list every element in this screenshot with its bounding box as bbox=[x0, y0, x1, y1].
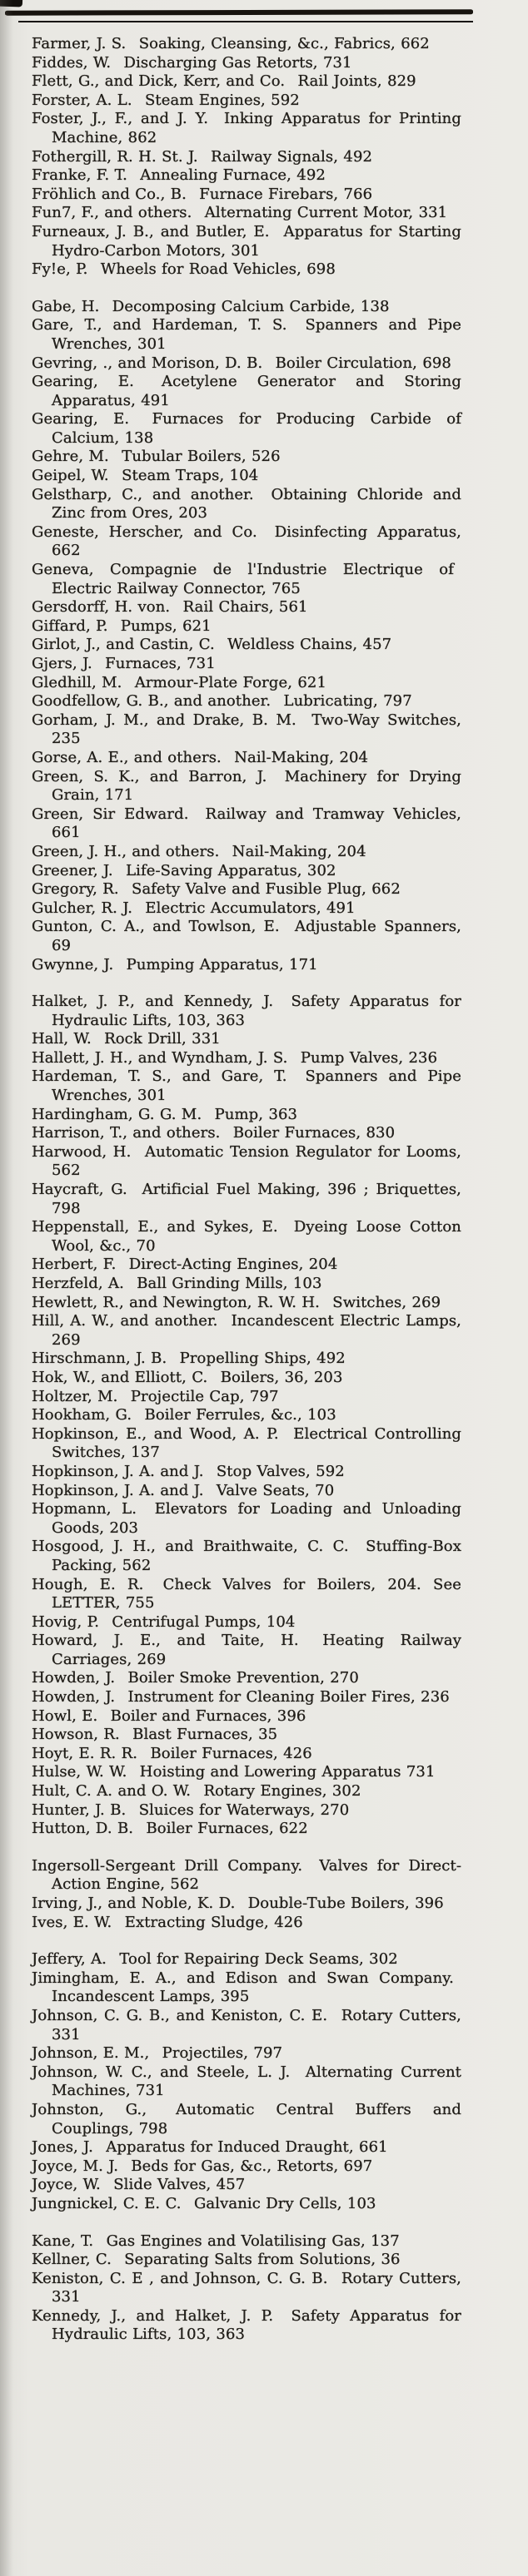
entry-name: Hall, W. bbox=[32, 1030, 92, 1048]
index-entry bbox=[32, 1406, 461, 1425]
entry-subject: Furnaces, 731 bbox=[105, 655, 216, 672]
index-entry bbox=[32, 1576, 461, 1613]
index-entry bbox=[32, 1613, 461, 1632]
entry-subject: Rock Drill, 331 bbox=[104, 1030, 221, 1048]
entry-name: Hopmann, L. bbox=[32, 1500, 137, 1518]
entry-subject: Inking Apparatus for Printing Machine, 862 bbox=[52, 110, 461, 146]
entry-subject: Separating Salts from Solutions, 36 bbox=[124, 2251, 401, 2269]
entry-subject: Valves for Direct-Action Engine, 562 bbox=[52, 1856, 462, 1894]
entry-name: Fiddes, W. bbox=[32, 53, 112, 72]
entry-subject: Acetylene Generator and Storing Apparatus, 491 bbox=[52, 373, 461, 409]
entry-name: Johnson, W. C., and Steele, L. J. bbox=[32, 2063, 291, 2081]
index-entry bbox=[32, 2063, 461, 2101]
entry-subject: Boiler Circulation, 698 bbox=[275, 354, 451, 372]
index-entry bbox=[32, 1632, 461, 1669]
index-entry bbox=[32, 2195, 461, 2214]
index-column bbox=[32, 35, 461, 2363]
entry-name: Goodfellow, G. B., and another. bbox=[32, 692, 271, 711]
entry-subject: Safety Valve and Fusible Plug, 662 bbox=[132, 880, 401, 899]
entry-name: Howden, J. bbox=[32, 1669, 116, 1687]
entry-subject: Steam Traps, 104 bbox=[122, 467, 259, 485]
entry-subject: Alternating Current Machines, 731 bbox=[52, 2063, 462, 2100]
index-entry bbox=[32, 2307, 461, 2345]
top-rule-thick bbox=[5, 9, 473, 15]
entry-name: Hookham, G. bbox=[32, 1406, 132, 1424]
entry-name: Gersdorff, H. von. bbox=[32, 598, 171, 617]
entry-name: Hill, A. W., and another. bbox=[32, 1312, 218, 1330]
entry-subject: Pumping Apparatus, 171 bbox=[126, 955, 318, 973]
index-entry bbox=[32, 561, 461, 598]
entry-name: Johnson, C. G. B., and Keniston, C. E. bbox=[32, 2006, 328, 2024]
entry-name: Jimingham, E. A., and Edison and Swan Company. bbox=[32, 1969, 454, 1987]
entry-subject: Blast Furnaces, 35 bbox=[132, 1726, 278, 1744]
index-entry bbox=[32, 92, 461, 111]
entry-name: Irving, J., and Noble, K. D. bbox=[32, 1895, 236, 1912]
entry-subject: Elevators for Loading and Unloading Goods, 203 bbox=[52, 1500, 461, 1537]
entry-subject: Railway and Tramway Vehicles, 661 bbox=[52, 805, 461, 842]
entry-name: Ives, E. W. bbox=[32, 1913, 112, 1931]
entry-subject: Rotary Cutters, 331 bbox=[52, 2269, 461, 2306]
entry-name: Gevring, ., and Morison, D. B. bbox=[32, 354, 263, 372]
index-entry bbox=[32, 655, 461, 674]
entry-name: Halket, J. P., and Kennedy, J. bbox=[32, 993, 274, 1011]
entry-subject: Instrument for Cleaning Boiler Fires, 236 bbox=[127, 1688, 450, 1707]
entry-name: Gorham, J. M., and Drake, B. M. bbox=[32, 711, 296, 729]
scan-artifact-corner bbox=[0, 0, 22, 7]
entry-subject: Nail-Making, 204 bbox=[234, 748, 369, 766]
index-entry bbox=[32, 1782, 461, 1801]
entry-name: Hough, E. R. bbox=[32, 1575, 144, 1593]
entry-subject: Pumps, 621 bbox=[120, 617, 212, 635]
entry-subject: Electric Accumulators, 491 bbox=[145, 899, 356, 917]
entry-subject: Beds for Gas, &c., Retorts, 697 bbox=[131, 2157, 373, 2175]
entry-name: Farmer, J. S. bbox=[32, 35, 127, 52]
index-entry bbox=[32, 1463, 461, 1482]
entry-subject: Switches, 269 bbox=[332, 1293, 441, 1311]
entry-name: Kane, T. bbox=[32, 2232, 94, 2250]
entry-subject: Pump Valves, 236 bbox=[300, 1048, 438, 1067]
entry-name: Hovig, P. bbox=[32, 1612, 100, 1631]
entry-name: Hok, W., and Elliott, C. bbox=[32, 1368, 208, 1386]
entry-subject: Wheels for Road Vehicles, 698 bbox=[100, 260, 336, 279]
entry-name: Hult, C. A. and O. W. bbox=[32, 1782, 192, 1801]
index-entry bbox=[32, 749, 461, 768]
entry-subject: Direct-Acting Engines, 204 bbox=[128, 1256, 338, 1274]
entry-subject: Life-Saving Apparatus, 302 bbox=[126, 861, 336, 879]
index-entry bbox=[32, 1500, 461, 1538]
index-entry bbox=[32, 1763, 461, 1782]
entry-name: Howl, E. bbox=[32, 1707, 98, 1725]
index-entry bbox=[32, 110, 461, 147]
index-entry bbox=[32, 523, 461, 561]
entry-subject: Ball Grinding Mills, 103 bbox=[137, 1275, 322, 1292]
entry-subject: Lubricating, 797 bbox=[283, 692, 412, 711]
index-entry bbox=[32, 843, 461, 862]
entry-subject: Annealing Furnace, 492 bbox=[140, 166, 326, 185]
index-entry bbox=[32, 260, 461, 280]
index-entry bbox=[32, 1745, 461, 1764]
entry-name: Howson, R. bbox=[32, 1726, 120, 1744]
entry-name: Foster, J., F., and J. Y. bbox=[32, 110, 209, 128]
entry-name: Gorse, A. E., and others. bbox=[32, 748, 222, 766]
index-entry bbox=[32, 1275, 461, 1294]
entry-subject: Two-Way Switches, 235 bbox=[52, 711, 461, 748]
index-entry bbox=[32, 2044, 461, 2063]
entry-subject: Rail Chairs, 561 bbox=[182, 598, 308, 617]
entry-subject: Safety Apparatus for Hydraulic Lifts, 103, 363 bbox=[52, 993, 461, 1029]
index-entry bbox=[32, 2101, 461, 2138]
entry-subject: Boilers, 36, 203 bbox=[220, 1368, 343, 1386]
entry-subject: Electrical Controlling Switches, 137 bbox=[52, 1424, 462, 1462]
index-letter-section-K bbox=[32, 2232, 461, 2346]
entry-name: Hardingham, G. G. M. bbox=[32, 1105, 202, 1123]
entry-subject: Railway Signals, 492 bbox=[211, 147, 373, 166]
entry-name: Howden, J. bbox=[32, 1688, 116, 1707]
index-entry bbox=[32, 373, 461, 410]
entry-name: Flett, G., and Dick, Kerr, and Co. bbox=[32, 72, 286, 91]
index-entry bbox=[32, 1049, 461, 1068]
entry-subject: Gas Engines and Volatilising Gas, 137 bbox=[106, 2232, 400, 2250]
entry-subject: Artificial Fuel Making, 396 ; Briquettes, 798 bbox=[52, 1181, 462, 1217]
index-entry bbox=[32, 204, 461, 223]
entry-name: Harwood, H. bbox=[32, 1142, 132, 1161]
index-entry bbox=[32, 1312, 461, 1350]
entry-subject: Rotary Cutters, 331 bbox=[52, 2006, 462, 2043]
entry-subject: Pump, 363 bbox=[214, 1105, 298, 1123]
index-entry bbox=[32, 768, 461, 805]
entry-name: Hallett, J. H., and Wyndham, J. S. bbox=[32, 1048, 288, 1067]
entry-name: Franke, F. T. bbox=[32, 166, 127, 185]
entry-name: Geipel, W. bbox=[32, 467, 109, 485]
entry-name: Johnson, E. M., bbox=[32, 2044, 150, 2063]
index-entry bbox=[32, 316, 461, 354]
entry-subject: Boiler Furnaces, 426 bbox=[150, 1744, 312, 1762]
entry-name: Howard, J. E., and Taite, H. bbox=[32, 1632, 299, 1650]
entry-subject: Incandescent Lamps, 395 bbox=[52, 1988, 250, 2006]
index-entry bbox=[32, 899, 461, 919]
entry-subject: Boiler Ferrules, &c., 103 bbox=[144, 1406, 336, 1424]
entry-name: Gledhill, M. bbox=[32, 673, 122, 691]
entry-name: Herzfeld, A. bbox=[32, 1275, 124, 1292]
entry-name: Hirschmann, J. B. bbox=[32, 1350, 167, 1368]
index-entry bbox=[32, 1425, 461, 1463]
index-entry bbox=[32, 35, 461, 54]
index-entry bbox=[32, 410, 461, 448]
entry-name: Jeffery, A. bbox=[32, 1950, 107, 1969]
entry-subject: Boiler Smoke Prevention, 270 bbox=[127, 1669, 359, 1687]
index-entry bbox=[32, 2157, 461, 2177]
entry-subject: Galvanic Dry Cells, 103 bbox=[193, 2194, 376, 2212]
index-entry bbox=[32, 1669, 461, 1688]
index-entry bbox=[32, 1895, 461, 1914]
entry-subject: Machinery for Drying Grain, 171 bbox=[52, 767, 461, 805]
entry-subject: Spanners and Pipe Wrenches, 301 bbox=[52, 1068, 461, 1105]
entry-name: Haycraft, G. bbox=[32, 1181, 127, 1199]
entry-name: Fröhlich and Co., B. bbox=[32, 185, 187, 203]
entry-subject: Double-Tube Boilers, 396 bbox=[247, 1895, 444, 1912]
entry-name: Ingersoll-Sergeant Drill Company. bbox=[32, 1856, 303, 1875]
index-entry bbox=[32, 54, 461, 73]
entry-name: Jones, J. bbox=[32, 2138, 93, 2157]
entry-name: Johnston, G., bbox=[32, 2100, 147, 2118]
entry-subject: Furnaces for Producing Carbide of Calcium, 138 bbox=[52, 410, 461, 447]
index-letter-section-G bbox=[32, 298, 461, 974]
index-entry bbox=[32, 2232, 461, 2252]
index-letter-section-J bbox=[32, 1950, 461, 2213]
index-entry bbox=[32, 2007, 461, 2044]
index-entry bbox=[32, 1801, 461, 1821]
index-entry bbox=[32, 467, 461, 486]
entry-name: Hopkinson, J. A. and J. bbox=[32, 1462, 204, 1480]
entry-subject: Rail Joints, 829 bbox=[297, 72, 416, 91]
entry-subject: Incandescent Electric Lamps, 269 bbox=[52, 1312, 461, 1349]
entry-subject: Hoisting and Lowering Apparatus 731 bbox=[139, 1763, 436, 1781]
entry-name: Harrison, T., and others. bbox=[32, 1124, 221, 1142]
top-rule-thin bbox=[18, 21, 473, 22]
index-letter-section-F bbox=[32, 35, 461, 280]
index-letter-section-H bbox=[32, 993, 461, 1839]
scan-gutter-shadow bbox=[0, 0, 13, 2576]
index-entry bbox=[32, 1857, 461, 1895]
entry-subject: Centrifugal Pumps, 104 bbox=[112, 1612, 296, 1631]
index-entry bbox=[32, 223, 461, 260]
entry-subject: Soaking, Cleansing, &c., Fabrics, 662 bbox=[138, 35, 430, 52]
entry-name: Green, J. H., and others. bbox=[32, 842, 220, 860]
entry-name: Girlot, J., and Castin, C. bbox=[32, 636, 215, 654]
index-entry bbox=[32, 1820, 461, 1839]
entry-name: Hardeman, T. S., and Gare, T. bbox=[32, 1068, 287, 1086]
entry-name: Hewlett, R., and Newington, R. W. H. bbox=[32, 1293, 320, 1311]
entry-subject: Valve Seats, 70 bbox=[216, 1481, 335, 1499]
index-entry bbox=[32, 72, 461, 92]
index-entry bbox=[32, 148, 461, 167]
index-entry bbox=[32, 598, 461, 617]
entry-name: Gabe, H. bbox=[32, 297, 100, 315]
index-entry bbox=[32, 711, 461, 749]
index-entry bbox=[32, 1350, 461, 1369]
entry-subject: Electric Railway Connector, 765 bbox=[52, 579, 301, 597]
entry-name: Gwynne, J. bbox=[32, 955, 114, 973]
index-letter-section-I bbox=[32, 1857, 461, 1932]
entry-subject: Projectile Cap, 797 bbox=[130, 1387, 279, 1405]
index-entry bbox=[32, 1030, 461, 1049]
entry-name: Kennedy, J., and Halket, J. P. bbox=[32, 2306, 274, 2325]
entry-subject: Steam Engines, 592 bbox=[145, 91, 300, 109]
entry-subject: Stuffing-Box Packing, 562 bbox=[52, 1538, 461, 1574]
index-entry bbox=[32, 993, 461, 1030]
entry-name: Geneva, Compagnie de l'Industrie Electrique of bbox=[32, 561, 454, 579]
entry-name: Gare, T., and Hardeman, T. S. bbox=[32, 316, 287, 334]
entry-subject: Automatic Central Buffers and Couplings, 798 bbox=[52, 2100, 461, 2138]
entry-subject: Apparatus for Induced Draught, 661 bbox=[106, 2138, 388, 2157]
entry-name: Green, Sir Edward. bbox=[32, 805, 189, 823]
entry-name: Joyce, M. J. bbox=[32, 2157, 119, 2175]
entry-name: Hunter, J. B. bbox=[32, 1801, 127, 1819]
entry-name: Holtzer, M. bbox=[32, 1387, 118, 1405]
entry-subject: Stop Valves, 592 bbox=[216, 1462, 345, 1480]
index-entry bbox=[32, 956, 461, 975]
index-entry bbox=[32, 448, 461, 467]
entry-subject: Discharging Gas Retorts, 731 bbox=[123, 53, 352, 72]
entry-subject: Furnace Firebars, 766 bbox=[199, 185, 373, 203]
index-entry bbox=[32, 1707, 461, 1726]
entry-subject: Nail-Making, 204 bbox=[232, 842, 366, 860]
index-entry bbox=[32, 1950, 461, 1969]
index-entry bbox=[32, 2251, 461, 2270]
index-entry bbox=[32, 2138, 461, 2157]
index-entry bbox=[32, 1538, 461, 1575]
entry-name: Greener, J. bbox=[32, 861, 113, 879]
entry-subject: Decomposing Calcium Carbide, 138 bbox=[112, 297, 390, 315]
entry-name: Forster, A. L. bbox=[32, 91, 132, 109]
entry-name: Fun7, F., and others. bbox=[32, 204, 192, 222]
entry-name: Gelstharp, C., and another. bbox=[32, 485, 254, 503]
entry-subject: Slide Valves, 457 bbox=[113, 2176, 246, 2194]
entry-name: Hulse, W. W. bbox=[32, 1763, 127, 1781]
entry-name: Green, S. K., and Barron, J. bbox=[32, 767, 267, 785]
index-entry bbox=[32, 1124, 461, 1143]
index-entry bbox=[32, 1914, 461, 1933]
index-entry bbox=[32, 1388, 461, 1407]
index-entry bbox=[32, 918, 461, 955]
index-entry bbox=[32, 1106, 461, 1125]
index-entry bbox=[32, 617, 461, 637]
entry-subject: Propelling Ships, 492 bbox=[179, 1350, 346, 1368]
entry-name: Gulcher, R. J. bbox=[32, 899, 133, 917]
index-entry bbox=[32, 166, 461, 186]
index-entry bbox=[32, 1068, 461, 1105]
entry-name: Jungnickel, C. E. C. bbox=[32, 2194, 182, 2212]
entry-subject: Spanners and Pipe Wrenches, 301 bbox=[52, 316, 461, 353]
entry-name: Fy!e, P. bbox=[32, 260, 88, 279]
index-entry bbox=[32, 2176, 461, 2195]
index-entry bbox=[32, 674, 461, 693]
index-entry bbox=[32, 2270, 461, 2307]
entry-name: Hopkinson, E., and Wood, A. P. bbox=[32, 1424, 279, 1443]
entry-subject: Boiler Furnaces, 830 bbox=[232, 1124, 396, 1142]
entry-name: Hosgood, J. H., and Braithwaite, C. C. bbox=[32, 1538, 349, 1556]
index-entry bbox=[32, 354, 461, 374]
entry-subject: Armour-Plate Forge, 621 bbox=[134, 673, 327, 691]
index-entry bbox=[32, 1294, 461, 1313]
index-entry bbox=[32, 1969, 461, 2007]
entry-subject: Boiler and Furnaces, 396 bbox=[110, 1707, 306, 1725]
entry-name: Kellner, C. bbox=[32, 2251, 112, 2269]
index-entry bbox=[32, 486, 461, 523]
index-entry bbox=[32, 880, 461, 899]
entry-subject: Rotary Engines, 302 bbox=[203, 1782, 361, 1801]
index-entry bbox=[32, 692, 461, 711]
entry-subject: Check Valves for Boilers, 204. See LETTER, 755 bbox=[52, 1575, 461, 1612]
entry-subject: Apparatus for Starting Hydro-Carbon Motors, 301 bbox=[52, 222, 461, 260]
entry-name: Heppenstall, E., and Sykes, E. bbox=[32, 1218, 278, 1236]
entry-subject: Sluices for Waterways, 270 bbox=[138, 1801, 350, 1819]
entry-name: Giffard, P. bbox=[32, 617, 108, 635]
index-entry bbox=[32, 862, 461, 881]
entry-subject: Automatic Tension Regulator for Looms, 562 bbox=[52, 1142, 461, 1180]
entry-subject: Extracting Sludge, 426 bbox=[124, 1913, 303, 1931]
entry-subject: Adjustable Spanners, 69 bbox=[52, 918, 461, 954]
entry-subject: Heating Railway Carriages, 269 bbox=[52, 1632, 461, 1668]
index-entry bbox=[32, 805, 461, 843]
entry-name: Fothergill, R. H. St. J. bbox=[32, 147, 198, 166]
entry-subject: Disinfecting Apparatus, 662 bbox=[52, 523, 461, 560]
entry-name: Gregory, R. bbox=[32, 880, 119, 899]
entry-subject: Tool for Repairing Deck Seams, 302 bbox=[119, 1950, 398, 1969]
index-entry bbox=[32, 1369, 461, 1388]
entry-name: Joyce, W. bbox=[32, 2176, 101, 2194]
entry-subject: Alternating Current Motor, 331 bbox=[204, 204, 448, 222]
entry-subject: Projectiles, 797 bbox=[162, 2044, 283, 2063]
entry-name: Gearing, E. bbox=[32, 410, 130, 429]
entry-name: Geneste, Herscher, and Co. bbox=[32, 523, 257, 541]
entry-subject: Boiler Furnaces, 622 bbox=[146, 1820, 308, 1838]
entry-name: Herbert, F. bbox=[32, 1256, 117, 1274]
index-entry bbox=[32, 1218, 461, 1256]
entry-subject: Dyeing Loose Cotton Wool, &c., 70 bbox=[52, 1218, 461, 1255]
entry-name: Hopkinson, J. A. and J. bbox=[32, 1481, 204, 1499]
index-entry bbox=[32, 1143, 461, 1181]
entry-name: Gjers, J. bbox=[32, 655, 92, 672]
index-entry bbox=[32, 1181, 461, 1218]
entry-subject: Obtaining Chloride and Zinc from Ores, 203 bbox=[52, 485, 461, 523]
entry-subject: Tubular Boilers, 526 bbox=[122, 448, 281, 466]
index-entry bbox=[32, 636, 461, 655]
entry-name: Gearing, E. bbox=[32, 373, 134, 391]
entry-name: Hutton, D. B. bbox=[32, 1820, 134, 1838]
index-entry bbox=[32, 1688, 461, 1707]
index-entry bbox=[32, 1726, 461, 1745]
index-entry bbox=[32, 186, 461, 205]
entry-name: Keniston, C. E , and Johnson, C. G. B. bbox=[32, 2269, 328, 2287]
index-entry bbox=[32, 298, 461, 317]
entry-name: Furneaux, J. B., and Butler, E. bbox=[32, 222, 270, 240]
index-entry bbox=[32, 1256, 461, 1275]
entry-name: Hoyt, E. R. R. bbox=[32, 1744, 138, 1762]
entry-subject: Safety Apparatus for Hydraulic Lifts, 103, 363 bbox=[52, 2306, 461, 2344]
entry-subject: Weldless Chains, 457 bbox=[227, 636, 392, 654]
entry-name: Gunton, C. A., and Towlson, E. bbox=[32, 918, 280, 936]
index-entry bbox=[32, 1482, 461, 1501]
entry-name: Gehre, M. bbox=[32, 448, 109, 466]
